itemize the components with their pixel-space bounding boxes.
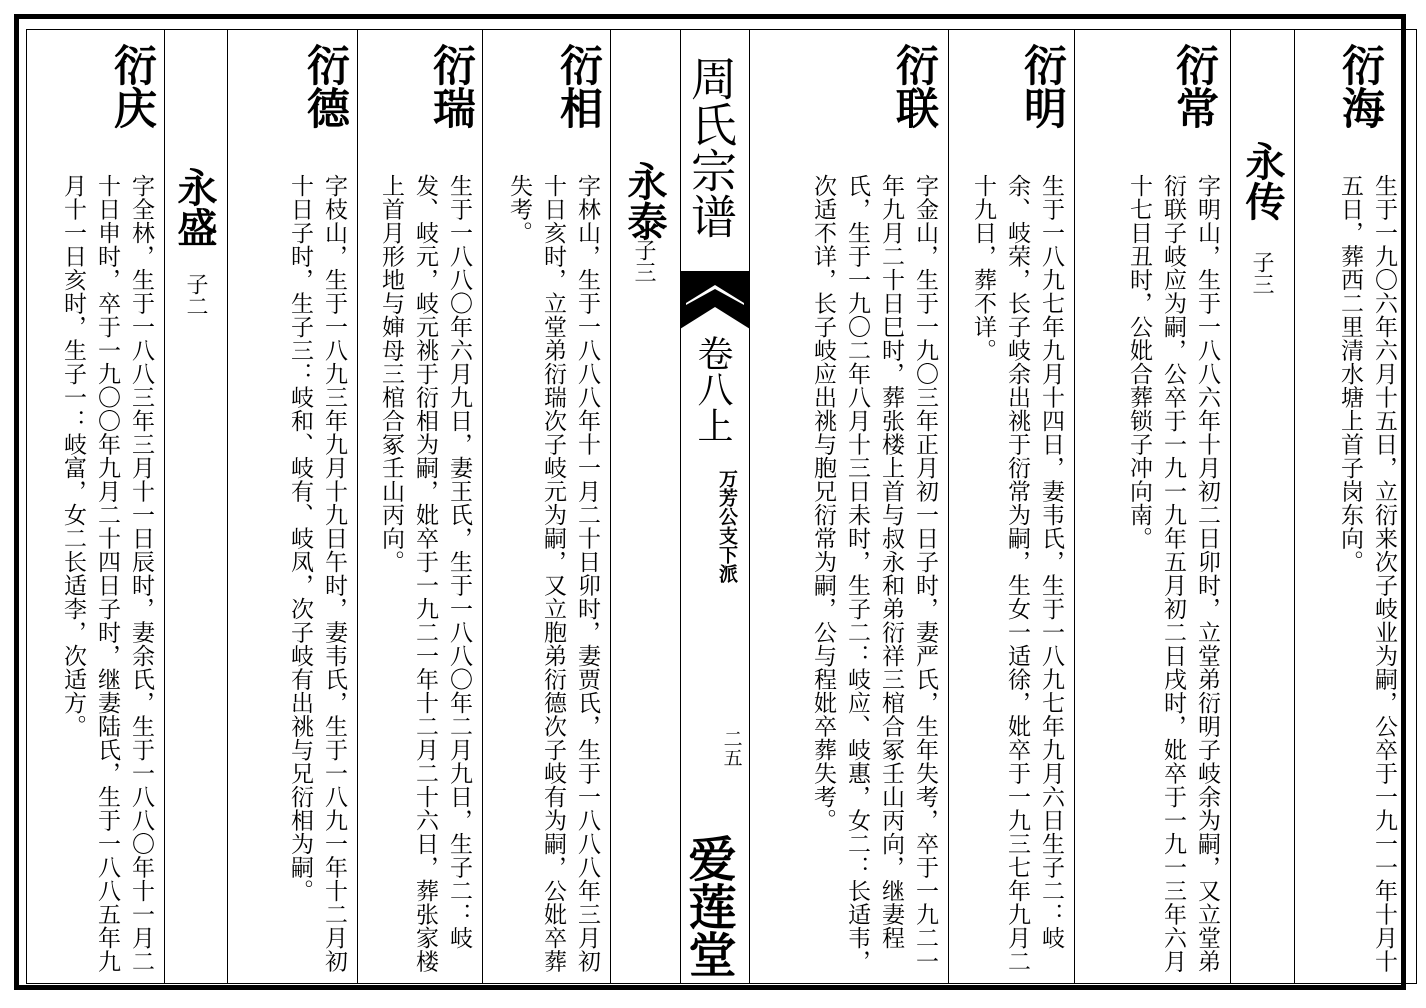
father-name: 永泰 — [621, 161, 668, 241]
father-yong-chuan — [1230, 29, 1294, 984]
entry-yan-rui — [357, 29, 482, 984]
entry-name: 衍常 — [1169, 43, 1219, 129]
entry-name: 衍庆 — [107, 43, 157, 129]
hall-name: 爱莲堂 — [680, 834, 736, 978]
entry-name: 衍瑞 — [426, 43, 476, 129]
entry-text: 生于一九〇六年六月十五日，立衍来次子岐业为嗣，公卒于一九一一年十月十五日，葬西二里清水塘上首子岗东向。 — [1337, 174, 1397, 973]
entry-name: 衍海 — [1335, 43, 1385, 129]
entry-name: 衍明 — [1017, 43, 1067, 129]
father-name: 永盛 — [171, 167, 218, 247]
entry-name: 衍联 — [889, 43, 939, 129]
entry-name: 衍德 — [300, 43, 350, 129]
genealogy-title: 周氏宗谱 — [684, 55, 738, 239]
entry-yan-xiang — [482, 29, 610, 984]
entry-yan-chang — [1074, 29, 1230, 984]
fish-tail-icon — [680, 271, 750, 331]
entry-yan-lian — [752, 29, 948, 984]
volume-label: 卷八上 — [692, 335, 733, 443]
branch-label: 万芳公支下派 — [715, 469, 738, 583]
page-number: 二五 — [720, 729, 743, 767]
book-spine — [680, 29, 750, 984]
entry-text: 字林山，生于一八八八年十一月二十日卯时，妻贾氏，生于一八八八年三月初十日亥时，立堂弟衍瑞次子岐元为嗣，又立胞弟衍德次子岐有为嗣，公妣卒葬失考。 — [506, 174, 600, 973]
entry-text: 生于一八八〇年六月九日，妻王氏，生于一八八〇年二月九日，生子二：岐发、岐元，岐元祧于衍相为嗣，妣卒于一九二一年十二月二十六日，葬张家楼上首月形地与婶母三棺合冢壬山丙向。 — [378, 174, 472, 973]
entry-yan-qing — [26, 29, 164, 984]
entry-text: 字明山，生于一八八六年十月初二日卯时，立堂弟衍明子岐余为嗣，又立堂弟衍联子岐应为嗣，公卒于一九一九年五月初二日戌时，妣卒于一九一三年六月十七日丑时，公妣合葬锁子冲向南。 — [1126, 174, 1220, 973]
entry-yan-ming — [948, 29, 1074, 984]
father-yong-sheng — [164, 29, 227, 984]
sons-count: 子三 — [1249, 251, 1274, 295]
father-name: 永传 — [1239, 141, 1286, 221]
sons-count: 子三 — [631, 239, 656, 283]
entry-text: 字枝山，生于一八九三年九月十九日午时，妻韦氏，生于一八九一年十二月初十日子时，生子三：岐和、岐有、岐凤，次子岐有出祧与兄衍相为嗣。 — [287, 174, 347, 973]
fish-tail-band — [680, 271, 750, 297]
entry-text: 字金山，生于一九〇三年正月初一日子时，妻严氏，生年失考，卒于一九二一年九月二十日巳时，葬张楼上首与叔永和弟衍祥三棺合冢壬山丙向，继妻程氏，生于一九〇二年八月十三日未时，生子二：岐应、岐惠，女二：长适韦，次适不详，长子岐应出祧与胞兄衍常为嗣，公与程妣卒葬失考。 — [810, 174, 938, 973]
sons-count: 子二 — [183, 273, 208, 317]
father-yong-tai — [610, 29, 680, 984]
entry-text: 生于一八九七年九月十四日，妻韦氏，生于一八九七年九月六日生子二：岐余、岐荣，长子岐余出祧于衍常为嗣，生女一适徐，妣卒于一九三七年九月二十九日，葬不详。 — [970, 174, 1064, 973]
entry-yan-de — [227, 29, 357, 984]
entry-text: 字全林，生于一八八三年三月十一日辰时，妻余氏，生于一八八〇年十一月二十日申时，卒于一九〇〇年九月二十四日子时，继妻陆氏，生于一八八五年九月十一日亥时，生子一：岐富，女二长适李，次适方。 — [60, 174, 154, 973]
entry-name: 衍相 — [553, 43, 603, 129]
entry-yan-hai — [1294, 29, 1417, 984]
